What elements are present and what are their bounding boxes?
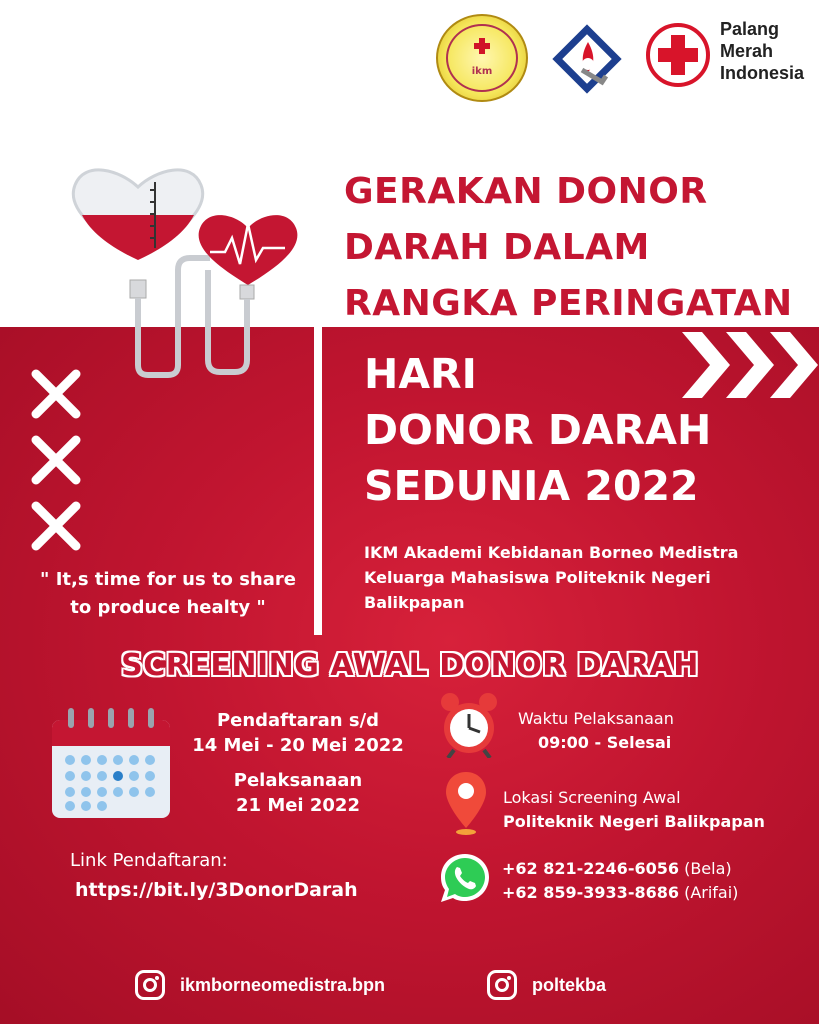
organizers [364,540,814,615]
headline-line-1: GERAKAN DONOR [344,171,708,212]
contact-name: (Bela) [684,859,732,878]
implementation-label: Pelaksanaan [233,770,363,791]
registration-dates: 14 Mei - 20 Mei 2022 [192,735,404,756]
contact-name: (Arifai) [684,883,739,902]
instagram-icon [135,970,165,1000]
pmi-name: Palang Merah Indonesia [720,19,805,83]
location-label: Lokasi Screening Awal [503,788,681,807]
event-title-line-2: DONOR DARAH [364,406,712,454]
headline [344,164,814,332]
quote [22,566,314,622]
event-title-line-3: SEDUNIA 2022 [364,462,699,510]
location-info [503,786,813,834]
pmi-logo [645,22,711,88]
event-title [364,346,804,514]
registration-link[interactable]: https://bit.ly/3DonorDarah [75,879,358,901]
whatsapp-icon [438,851,492,905]
time-value: 09:00 - Selesai [538,733,672,752]
instagram-handle-poltekba[interactable]: poltekba [532,975,607,995]
implementation-date [180,768,416,818]
quote-line-2: to produce healty " [70,597,266,618]
time-info [518,707,738,755]
vertical-divider [314,327,322,635]
svg-text:ikm: ikm [471,66,493,77]
contact-item[interactable] [502,881,802,905]
headline-line-3: RANGKA PERINGATAN [344,283,793,324]
blood-bag-heart-icon [60,160,310,385]
location-pin-icon [446,772,486,836]
link-label: Link Pendaftaran: [70,850,228,871]
quote-line-1: " It,s time for us to share [40,569,296,590]
contact-item[interactable] [502,857,802,881]
ikm-logo [436,14,528,102]
location-value: Politeknik Negeri Balikpapan [503,812,765,831]
instagram-handle-ikm[interactable]: ikmborneomedistra.bpn [180,975,386,995]
registration-label: Pendaftaran s/d [216,710,380,731]
registration-period [180,708,416,758]
organizer-km: Keluarga Mahasiswa Politeknik Negeri Balikpapan [364,568,711,612]
event-title-line-1: HARI [364,350,477,398]
km-logo [542,12,634,104]
contact-list [502,857,802,905]
contact-number: +62 821-2246-6056 [502,859,679,878]
calendar-icon [52,706,170,818]
implementation-value: 21 Mei 2022 [236,795,360,816]
time-label: Waktu Pelaksanaan [518,709,674,728]
organizer-ikm: IKM Akademi Kebidanan Borneo Medistra [364,543,739,562]
instagram-icon [487,970,517,1000]
contact-number: +62 859-3933-8686 [502,883,679,902]
headline-line-2: DARAH DALAM [344,227,650,268]
screening-title: SCREENING AWAL DONOR DARAH [121,648,699,683]
close-x-icon [30,368,82,420]
close-x-icon [30,500,82,552]
close-x-icon [30,434,82,486]
alarm-clock-icon [440,692,498,758]
